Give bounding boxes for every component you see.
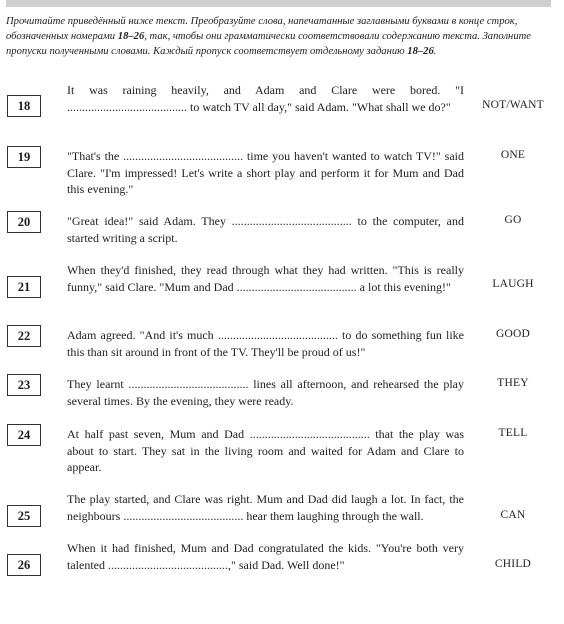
task-number: 24: [7, 424, 41, 446]
task-text: The play started, and Clare was right. Mum and Dad did laugh a lot. In fact, the neighbours ........................................ hear them laughing through the wall.: [67, 492, 464, 523]
task-text: They learnt ........................................ lines all afternoon, and rehearsed the play several times. By the evening, they were ready.: [67, 377, 464, 408]
task-number: 23: [7, 374, 41, 396]
base-word: NOT/WANT: [482, 99, 544, 111]
task-text: Adam agreed. "And it's much ........................................ to do something fun like this than sit around in front of the TV. They'll be proud of us!": [67, 328, 464, 359]
base-word: GO: [504, 214, 522, 226]
base-word: TELL: [498, 427, 528, 439]
task-number: 19: [7, 146, 41, 168]
task-number: 21: [7, 276, 41, 298]
task-text: At half past seven, Mum and Dad ........................................ that the play was about to start. They sat in the living room and waited for Adam and Clare to appear.: [67, 427, 464, 474]
task-text: It was raining heavily, and Adam and Clare were bored. "I ........................................ to watch TV all day," said Adam. "What shall we do?": [67, 83, 464, 114]
base-word: ONE: [500, 149, 526, 161]
task-number: 22: [7, 325, 41, 347]
instructions: Прочитайте приведённый ниже текст. Преобразуйте слова, напечатанные заглавными буквами в конце строк, обозначенных номерами 18–26, так, чтобы они грамматически соответствовали содержанию текста. Заполните пропуски полученными словами. Каждый пропуск соответствует отдельному заданию 18–26.: [6, 16, 531, 57]
task-text: When they'd finished, they read through what they had written. "This is really funny," said Clare. "Mum and Dad ........................................ a lot this evening!": [67, 263, 464, 294]
task-number: 25: [7, 505, 41, 527]
base-word: CAN: [500, 509, 526, 521]
base-word: GOOD: [495, 328, 531, 340]
task-text: "Great idea!" said Adam. They ........................................ to the computer, and started writing a script.: [67, 214, 464, 245]
top-rule: [6, 0, 551, 7]
task-text: When it had finished, Mum and Dad congratulated the kids. "You're both very talented ........................................," said Dad. Well done!": [67, 541, 464, 572]
task-text: "That's the ........................................ time you haven't wanted to watch TV!" said Clare. "I'm impressed! Let's write a short play and perform it for Mum and Dad this evening.": [67, 149, 464, 196]
task-number: 18: [7, 95, 41, 117]
task-number: 26: [7, 554, 41, 576]
task-number: 20: [7, 211, 41, 233]
base-word: LAUGH: [492, 278, 534, 290]
base-word: THEY: [497, 377, 529, 389]
base-word: CHILD: [494, 558, 532, 570]
